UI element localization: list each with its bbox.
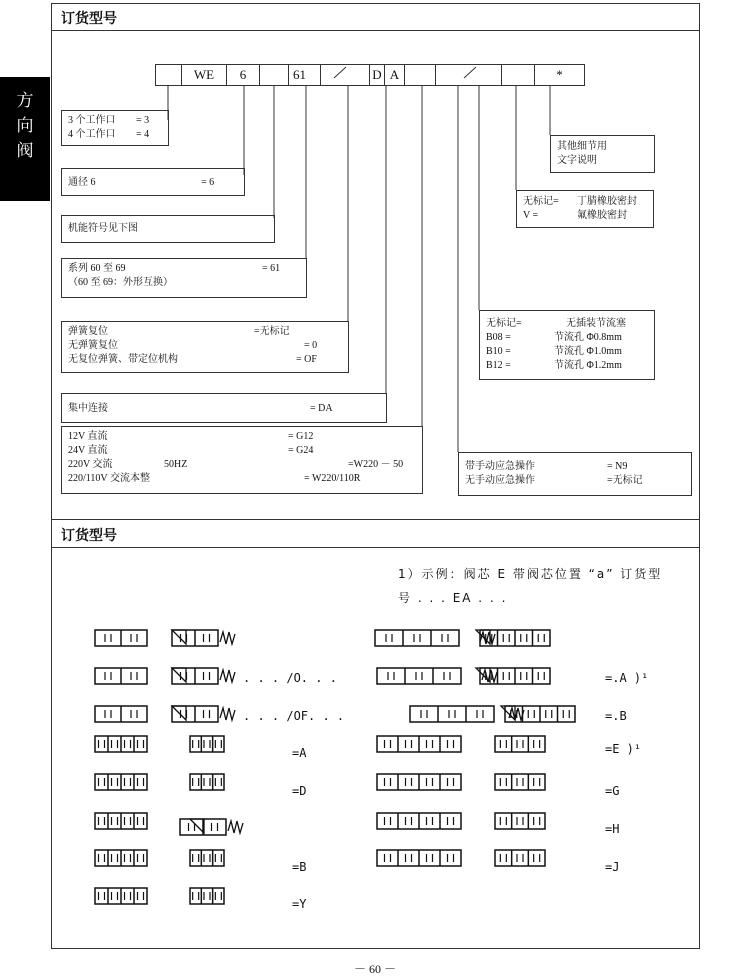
symbol-label: . . . /OF. . . [243, 709, 345, 723]
voltage-label: 220V 交流 [68, 459, 113, 470]
ports-value: = 4 [136, 129, 150, 140]
symbol-label: =E )¹ [605, 742, 642, 756]
voltage-value: =W220 － 50 [348, 459, 404, 470]
code-box: D [369, 64, 385, 86]
size-label: 通径 6 [68, 177, 96, 188]
spring-icon [220, 708, 235, 720]
code-box: WE [181, 64, 227, 86]
series-label: 系列 60 至 69 [68, 263, 126, 274]
voltage-frequency: 50HZ [164, 459, 188, 470]
spring-box [61, 321, 349, 373]
seal-code: V = [523, 210, 539, 221]
throttle-desc: 节流孔 Φ1.0mm [554, 346, 622, 357]
valve-envelope [190, 888, 224, 904]
section-title: 订货型号 [61, 528, 117, 544]
solenoid-icon [172, 630, 186, 644]
spring-label: 无复位弹簧、带定位机构 [68, 354, 178, 365]
spring-value: = OF [296, 354, 317, 365]
throttle-desc: 无插装节流塞 [566, 318, 626, 329]
voltage-value: = G12 [288, 431, 314, 442]
side-tab-char: 阀 [16, 141, 34, 161]
code-box: 61 [288, 64, 321, 86]
example-line: 号 . . . EA . . . [398, 591, 508, 605]
throttle-code: B10 = [486, 346, 511, 357]
manual-override-box [458, 452, 692, 496]
symbol-label: =.B [605, 709, 627, 723]
throttle-code: B12 = [486, 360, 511, 371]
series-box [61, 258, 307, 298]
valve-envelope [377, 668, 461, 684]
spring-label: 无弹簧复位 [68, 340, 118, 351]
valve-envelope [495, 813, 545, 829]
side-tab-char: 方 [16, 91, 34, 111]
seal-desc: 丁腈橡胶密封 [577, 196, 637, 207]
ports-box [61, 110, 169, 146]
valve-envelope [190, 736, 224, 752]
spring-icon [228, 821, 243, 833]
solenoid-icon [172, 706, 186, 720]
section-header-symbols [51, 520, 700, 548]
throttle-box [479, 310, 655, 380]
throttle-code: B08 = [486, 332, 511, 343]
manual-label: 带手动应急操作 [465, 461, 535, 472]
symbol-box [61, 215, 275, 243]
symbol-label: . . . /O. . . [243, 671, 337, 685]
series-value: = 61 [262, 263, 281, 274]
symbol-label: =A [292, 746, 307, 760]
valve-envelope [375, 630, 459, 646]
side-tab-char: 向 [16, 116, 34, 136]
connector-box [61, 393, 387, 423]
size-box [61, 168, 245, 196]
valve-envelope [410, 706, 494, 722]
throttle-desc: 节流孔 Φ0.8mm [554, 332, 622, 343]
code-box: * [534, 64, 585, 86]
symbol-label: =.A )¹ [605, 671, 649, 685]
spring-icon [220, 670, 235, 682]
voltage-box [61, 426, 423, 494]
valve-envelope [190, 850, 224, 866]
series-note: （60 至 69：外形互换） [68, 277, 173, 288]
example-line: 1）示例：阀芯 E 带阀芯位置 “a” 订货型 [398, 567, 663, 581]
valve-symbols [0, 600, 750, 930]
solenoid-icon [190, 819, 204, 833]
seal-box [516, 190, 654, 228]
voltage-value: = W220/110R [304, 473, 361, 484]
spring-icon [220, 632, 235, 644]
symbol-label: =J [605, 860, 620, 874]
valve-envelope [190, 774, 224, 790]
other-details-box [550, 135, 655, 173]
valve-envelope [495, 736, 545, 752]
section-title: 订货型号 [61, 11, 117, 27]
symbol-label: =Y [292, 897, 307, 911]
voltage-value: = G24 [288, 445, 314, 456]
spring-value: =无标记 [254, 326, 290, 337]
valve-envelope [495, 850, 545, 866]
seal-code: 无标记= [523, 196, 559, 207]
ports-label: 3 个工作口 [68, 115, 116, 126]
symbol-label: =H [605, 822, 620, 836]
connector-label: 集中连接 [68, 403, 108, 414]
symbol-label: =B [292, 860, 307, 874]
ports-value: = 3 [136, 115, 150, 126]
spring-value: = 0 [304, 340, 318, 351]
voltage-label: 12V 直流 [68, 431, 108, 442]
code-box: A [384, 64, 405, 86]
other-line: 其他细节用 [557, 141, 607, 152]
symbol-label: =G [605, 784, 620, 798]
symbol-label: 机能符号见下图 [68, 223, 138, 234]
ports-label: 4 个工作口 [68, 129, 116, 140]
manual-value: =无标记 [607, 475, 643, 486]
manual-label: 无手动应急操作 [465, 475, 535, 486]
size-value: = 6 [201, 177, 215, 188]
throttle-code: 无标记= [486, 318, 522, 329]
spring-label: 弹簧复位 [68, 326, 108, 337]
seal-desc: 氟橡胶密封 [577, 210, 627, 221]
code-box: 6 [226, 64, 260, 86]
manual-value: = N9 [607, 461, 628, 472]
other-line: 文字说明 [557, 155, 597, 166]
valve-envelope [495, 774, 545, 790]
symbol-label: =D [292, 784, 307, 798]
page-number: － 60 － [353, 962, 396, 976]
throttle-desc: 节流孔 Φ1.2mm [554, 360, 622, 371]
solenoid-icon [172, 668, 186, 682]
voltage-label: 24V 直流 [68, 445, 108, 456]
connector-value: = DA [310, 403, 333, 414]
voltage-label: 220/110V 交流本整 [68, 473, 150, 484]
